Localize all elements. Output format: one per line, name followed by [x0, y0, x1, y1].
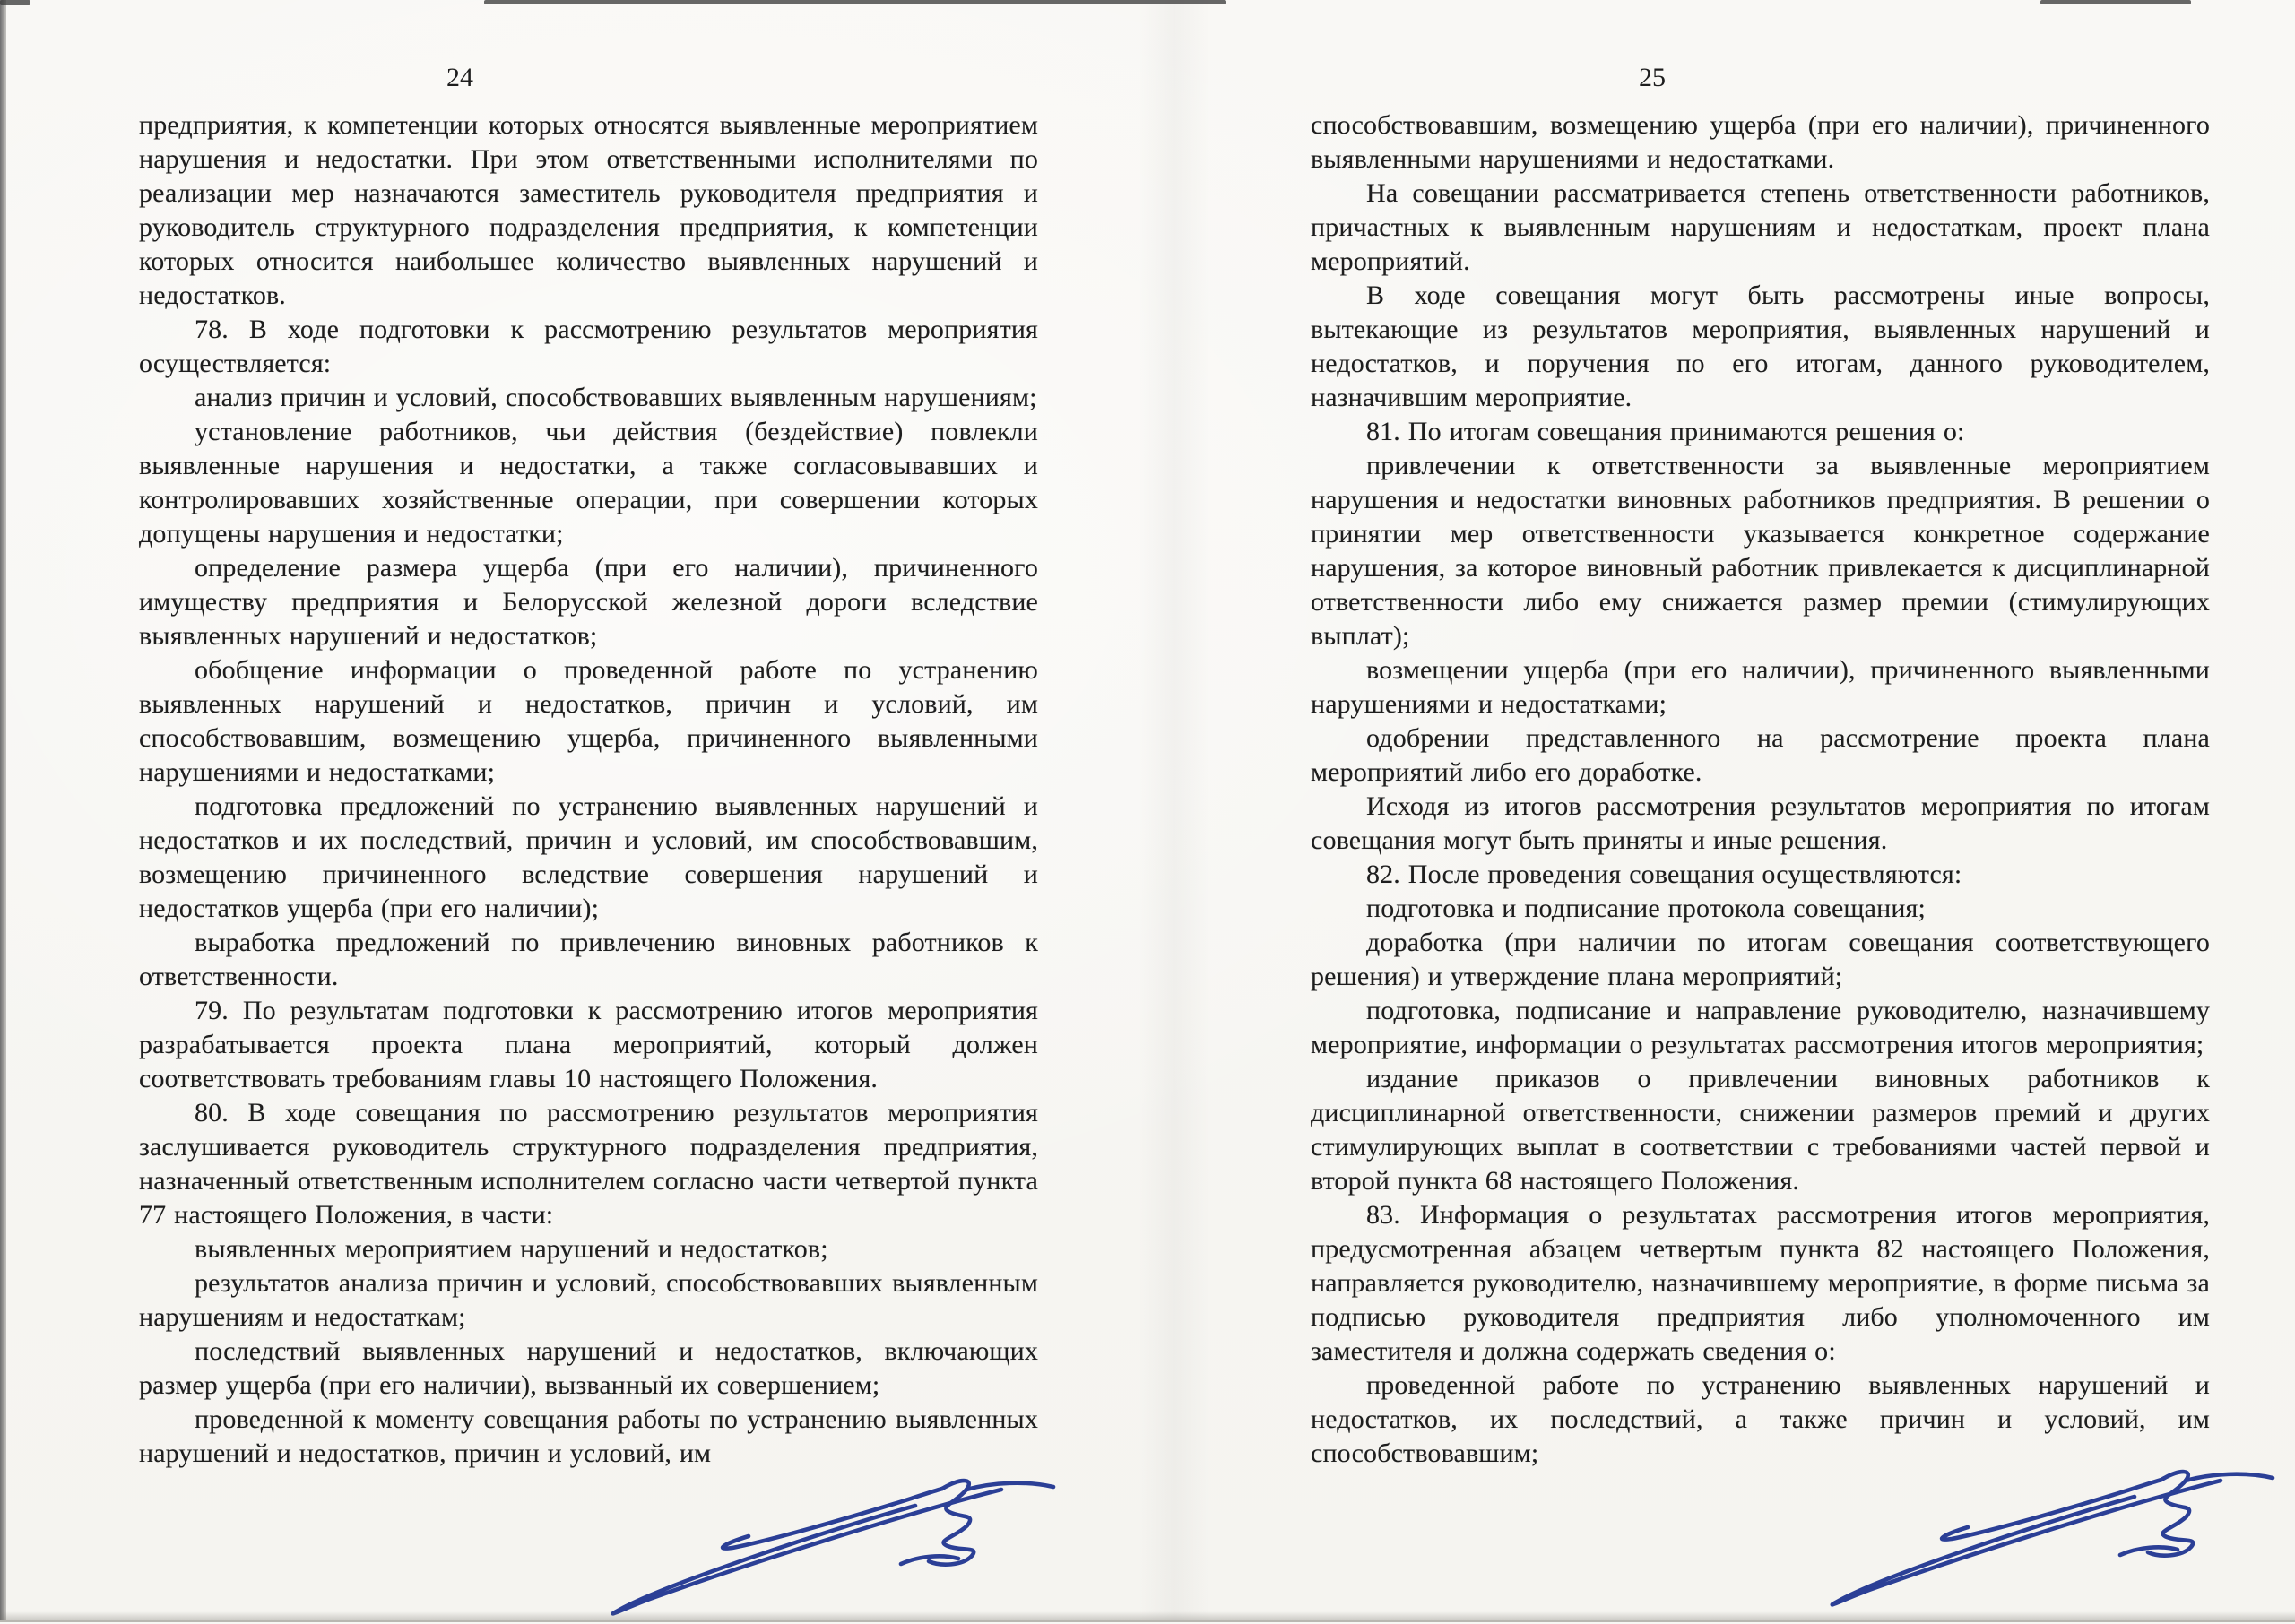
paragraph: привлечении к ответственности за выявленные мероприятием нарушения и недостатки виновных работников предприятия. В решении о принятии мер ответственности указывается конкретное содержание нарушения, за которое виновный работник привлекается к дисциплинарной ответственности либо ему снижается размер премии (стимулирующих выплат);: [1311, 449, 2210, 653]
paragraph: подготовка и подписание протокола совещания;: [1311, 892, 2210, 926]
paragraph: издание приказов о привлечении виновных работников к дисциплинарной ответственности, снижении размеров премий и других стимулирующих выплат в соответствии с требованиями частей первой и второй пункта 68 настоящего Положения.: [1311, 1062, 2210, 1198]
page-gutter-shadow: [1139, 0, 1210, 1622]
paragraph: 80. В ходе совещания по рассмотрению результатов мероприятия заслушивается руководитель структурного подразделения предприятия, назначенный ответственным исполнителем согласно части четвертой пункта 77 настоящего Положения, в части:: [139, 1096, 1038, 1232]
paragraph: 82. После проведения совещания осуществляются:: [1311, 858, 2210, 892]
signature-ink: [1797, 1463, 2282, 1615]
paragraph: обобщение информации о проведенной работе по устранению выявленных нарушений и недостатков, причин и условий, им способствовавшим, возмещению ущерба, причиненного выявленными нарушениями и недостатками;: [139, 653, 1038, 790]
page-25-text-column: [1311, 108, 2210, 1471]
page-number: 25: [1616, 63, 1688, 93]
scan-edge-left: [0, 0, 6, 1622]
paragraph: одобрении представленного на рассмотрение проекта плана мероприятий либо его доработке.: [1311, 721, 2210, 790]
paragraph: результатов анализа причин и условий, способствовавших выявленным нарушениям и недостаткам;: [139, 1266, 1038, 1335]
scan-edge-artifact: [0, 0, 30, 5]
paragraph: проведенной к моменту совещания работы по устранению выявленных нарушений и недостатков, причин и условий, им: [139, 1403, 1038, 1471]
paragraph: На совещании рассматривается степень ответственности работников, причастных к выявленным нарушениям и недостаткам, проект плана мероприятий.: [1311, 177, 2210, 279]
paragraph: подготовка, подписание и направление руководителю, назначившему мероприятие, информации о результатах рассмотрения итогов мероприятия;: [1311, 994, 2210, 1062]
paragraph: анализ причин и условий, способствовавших выявленным нарушениям;: [139, 381, 1038, 415]
paragraph: установление работников, чьи действия (бездействие) повлекли выявленные нарушения и недостатки, а также согласовывавших и контролировавших хозяйственные операции, при совершении которых допущены нарушения и недостатки;: [139, 415, 1038, 551]
paragraph: доработка (при наличии по итогам совещания соответствующего решения) и утверждение плана мероприятий;: [1311, 926, 2210, 994]
paragraph: 81. По итогам совещания принимаются решения о:: [1311, 415, 2210, 449]
scan-edge-artifact: [2040, 0, 2191, 4]
page-24-text-column: [139, 108, 1038, 1471]
paragraph: выявленных мероприятием нарушений и недостатков;: [139, 1232, 1038, 1266]
paragraph: способствовавшим, возмещению ущерба (при его наличии), причиненного выявленными нарушениями и недостатками.: [1311, 108, 2210, 177]
paragraph: последствий выявленных нарушений и недостатков, включающих размер ущерба (при его наличии), вызванный их совершением;: [139, 1335, 1038, 1403]
page-number: 24: [424, 63, 496, 93]
paragraph: Исходя из итогов рассмотрения результатов мероприятия по итогам совещания могут быть приняты и иные решения.: [1311, 790, 2210, 858]
paragraph: возмещении ущерба (при его наличии), причиненного выявленными нарушениями и недостатками;: [1311, 653, 2210, 721]
paragraph: В ходе совещания могут быть рассмотрены иные вопросы, вытекающие из результатов мероприятия, выявленных нарушений и недостатков, и поручения по его итогам, данного руководителем, назначившим мероприятие.: [1311, 279, 2210, 415]
paragraph: подготовка предложений по устранению выявленных нарушений и недостатков и их последствий, причин и условий, им способствовавшим, возмещению причиненного вследствие совершения нарушений и недостатков ущерба (при его наличии);: [139, 790, 1038, 926]
paragraph: 79. По результатам подготовки к рассмотрению итогов мероприятия разрабатывается проекта плана мероприятий, который должен соответствовать требованиям главы 10 настоящего Положения.: [139, 994, 1038, 1096]
scan-edge-artifact: [484, 0, 1226, 4]
paragraph: определение размера ущерба (при его наличии), причиненного имуществу предприятия и Белорусской железной дороги вследствие выявленных нарушений и недостатков;: [139, 551, 1038, 653]
signature-ink: [578, 1472, 1062, 1624]
paragraph: 78. В ходе подготовки к рассмотрению результатов мероприятия осуществляется:: [139, 313, 1038, 381]
paragraph: предприятия, к компетенции которых относятся выявленные мероприятием нарушения и недостатки. При этом ответственными исполнителями по реализации мер назначаются заместитель руководителя предприятия и руководитель структурного подразделения предприятия, к компетенции которых относится наибольшее количество выявленных нарушений и недостатков.: [139, 108, 1038, 313]
paragraph: выработка предложений по привлечению виновных работников к ответственности.: [139, 926, 1038, 994]
paragraph: 83. Информация о результатах рассмотрения итогов мероприятия, предусмотренная абзацем четвертым пункта 82 настоящего Положения, направляется руководителю, назначившему мероприятие, в форме письма за подписью руководителя предприятия либо уполномоченного им заместителя и должна содержать сведения о:: [1311, 1198, 2210, 1369]
paragraph: проведенной работе по устранению выявленных нарушений и недостатков, их последствий, а также причин и условий, им способствовавшим;: [1311, 1369, 2210, 1471]
